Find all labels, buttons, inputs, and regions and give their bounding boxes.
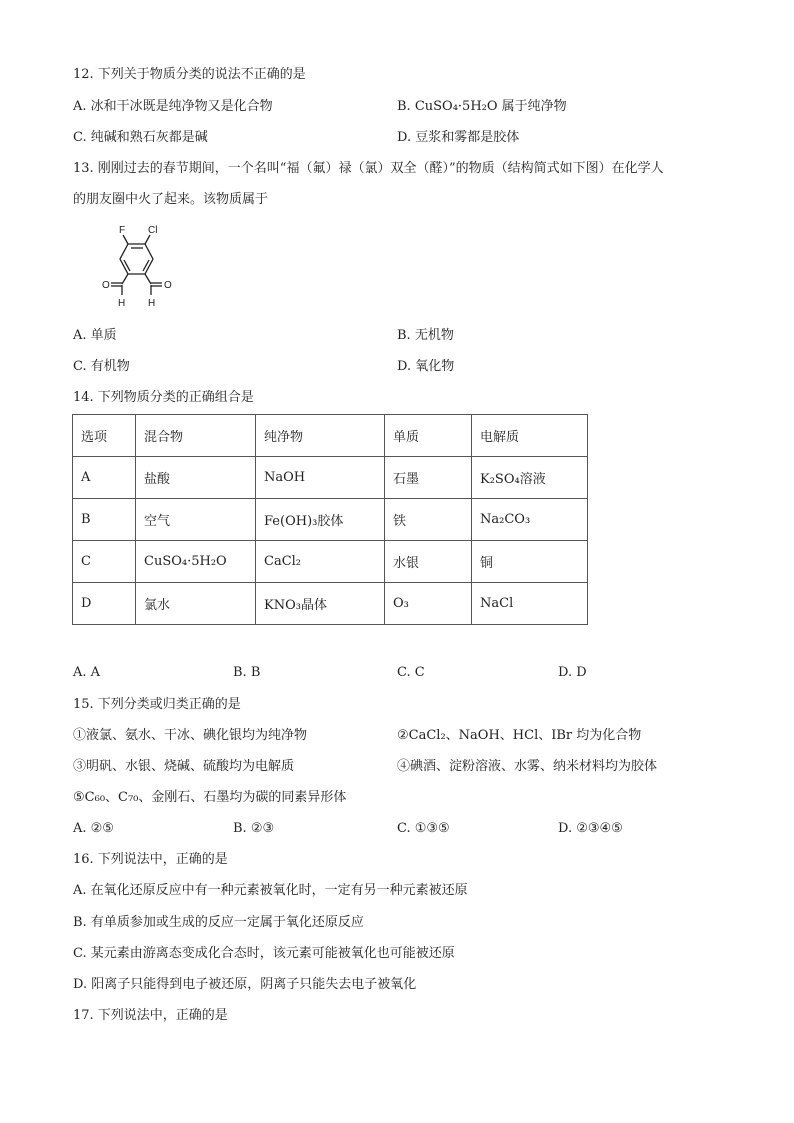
table-header-cell: 混合物 — [136, 415, 256, 457]
table-cell: NaOH — [256, 457, 385, 499]
q15-statement-5: ⑤C₆₀、C₇₀、金刚石、石墨均为碳的同素异形体 — [73, 790, 347, 805]
table-cell: A — [73, 457, 136, 499]
table-cell: 氯水 — [136, 583, 256, 625]
q14-option-b: B. B — [233, 665, 261, 680]
atom-o-right-label: O — [164, 280, 172, 291]
table-header-cell: 电解质 — [472, 415, 588, 457]
table-row — [73, 583, 588, 625]
q14-stem: 14. 下列物质分类的正确组合是 — [73, 390, 254, 405]
atom-f-label: F — [119, 225, 126, 236]
q15-option-b: B. ②③ — [233, 821, 275, 836]
q15-stem: 15. 下列分类或归类正确的是 — [73, 697, 241, 712]
q13-option-a: A. 单质 — [73, 328, 117, 343]
table-cell: 空气 — [136, 499, 256, 541]
table-cell: 石墨 — [385, 457, 472, 499]
q16-option-b: B. 有单质参加或生成的反应一定属于氧化还原反应 — [73, 915, 364, 930]
table-cell: 盐酸 — [136, 457, 256, 499]
table-cell: Fe(OH)₃胶体 — [256, 499, 385, 541]
table-cell: D — [73, 583, 136, 625]
table-cell: Na₂CO₃ — [472, 499, 588, 541]
table-cell: NaCl — [472, 583, 588, 625]
atom-h-left-label: H — [118, 298, 126, 309]
table-header-cell: 选项 — [73, 415, 136, 457]
classification-table — [72, 414, 588, 625]
table-cell: K₂SO₄溶液 — [472, 457, 588, 499]
q13-option-c: C. 有机物 — [73, 359, 130, 374]
q15-statement-1: ①液氯、氨水、干冰、碘化银均为纯净物 — [73, 728, 308, 743]
table-cell: B — [73, 499, 136, 541]
q13-option-d: D. 氧化物 — [397, 359, 455, 374]
table-cell: 铁 — [385, 499, 472, 541]
q15-option-d: D. ②③④⑤ — [558, 821, 623, 836]
table-cell: 水银 — [385, 541, 472, 583]
q12-stem: 12. 下列关于物质分类的说法不正确的是 — [73, 67, 306, 82]
q12-option-d: D. 豆浆和雾都是胶体 — [397, 130, 520, 145]
table-cell: 铜 — [472, 541, 588, 583]
table-row — [73, 457, 588, 499]
table-row — [73, 541, 588, 583]
q15-statement-2: ②CaCl₂、NaOH、HCl、IBr 均为化合物 — [397, 728, 642, 743]
q13-stem-line1: 13. 刚刚过去的春节期间，一个名叫“福（氟）禄（氯）双全（醛）”的物质（结构简式如下图）在化学人 — [73, 161, 664, 176]
table-cell: C — [73, 541, 136, 583]
table-cell: CaCl₂ — [256, 541, 385, 583]
q15-statement-4: ④碘酒、淀粉溶液、水雾、纳米材料均为胶体 — [397, 759, 658, 774]
q15-option-c: C. ①③⑤ — [397, 821, 450, 836]
q14-option-a: A. A — [73, 665, 101, 680]
q16-stem: 16. 下列说法中，正确的是 — [73, 852, 228, 867]
table-header-cell: 单质 — [385, 415, 472, 457]
q12-option-c: C. 纯碱和熟石灰都是碱 — [73, 130, 208, 145]
atom-cl-label: Cl — [148, 225, 158, 236]
atom-h-right-label: H — [148, 298, 156, 309]
q12-option-b: B. CuSO₄·5H₂O 属于纯净物 — [397, 99, 567, 114]
table-header-cell: 纯净物 — [256, 415, 385, 457]
q17-stem: 17. 下列说法中，正确的是 — [73, 1008, 228, 1023]
q14-option-c: C. C — [397, 665, 425, 680]
structural-formula-diagram — [95, 222, 185, 312]
q15-statement-3: ③明矾、水银、烧碱、硫酸均为电解质 — [73, 759, 295, 774]
table-header-row — [73, 415, 588, 457]
atom-o-left-label: O — [102, 280, 110, 291]
table-cell: CuSO₄·5H₂O — [136, 541, 256, 583]
table-row — [73, 499, 588, 541]
q15-option-a: A. ②⑤ — [73, 821, 114, 836]
q13-option-b: B. 无机物 — [397, 328, 454, 343]
table-cell: KNO₃晶体 — [256, 583, 385, 625]
q16-option-a: A. 在氧化还原反应中有一种元素被氧化时，一定有另一种元素被还原 — [73, 883, 468, 898]
q16-option-c: C. 某元素由游离态变成化合态时，该元素可能被氧化也可能被还原 — [73, 946, 455, 961]
table-cell: O₃ — [385, 583, 472, 625]
q14-option-d: D. D — [558, 665, 587, 680]
q16-option-d: D. 阳离子只能得到电子被还原，阴离子只能失去电子被氧化 — [73, 977, 417, 992]
q13-stem-line2: 的朋友圈中火了起来。该物质属于 — [73, 192, 269, 207]
q12-option-a: A. 冰和干冰既是纯净物又是化合物 — [73, 99, 273, 114]
